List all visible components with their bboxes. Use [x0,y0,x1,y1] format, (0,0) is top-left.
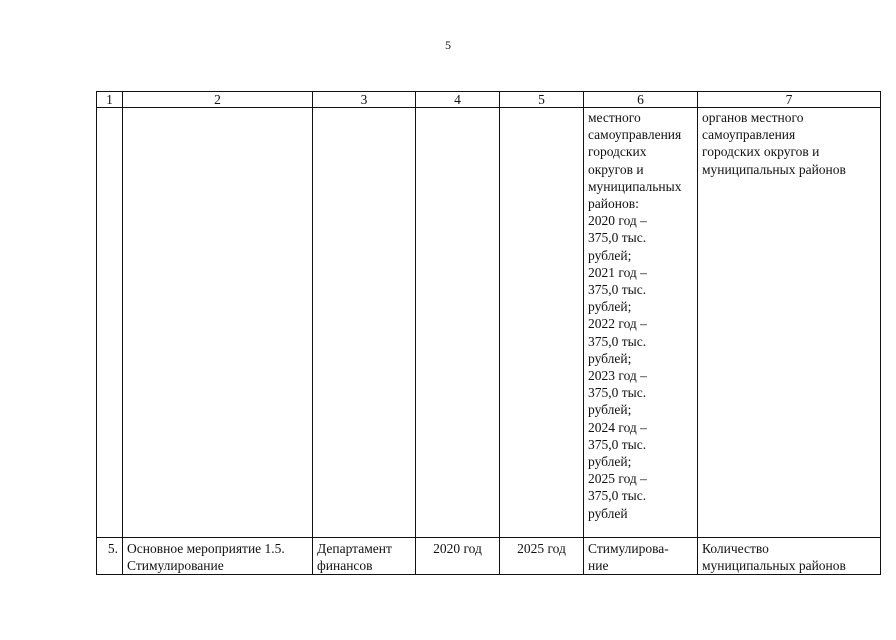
header-cell-4: 4 [416,92,500,108]
column-number-header [97,92,881,108]
header-cell-7: 7 [698,92,881,108]
cont-cell-end-year [500,108,584,538]
row5-executor: Департамент финансов [313,538,416,575]
row5-funding: Стимулирова- ние [584,538,698,575]
cont-cell-measure [123,108,313,538]
cont-cell-indicator: органов местного самоуправления городских округов и муниципальных районов [698,108,881,538]
table-row-5 [97,538,881,575]
page-number: 5 [445,38,451,52]
row5-number: 5. [97,538,123,575]
program-measures-table [96,91,881,575]
continuation-row [97,108,881,538]
cont-cell-number [97,108,123,538]
header-cell-6: 6 [584,92,698,108]
cont-cell-funding: местного самоуправления городских округов и муниципальных районов: 2020 год – 375,0 тыс. рублей; 2021 год – 375,0 тыс. рублей; 2022 год – 375,0 тыс. рублей; 2023 год – 375,0 тыс. рублей; 2024 год – 375,0 тыс. рублей; 2025 год – 375,0 тыс. рублей [584,108,698,538]
row5-start-year: 2020 год [416,538,500,575]
header-cell-1: 1 [97,92,123,108]
row5-indicator: Количество муниципальных районов [698,538,881,575]
row5-end-year: 2025 год [500,538,584,575]
cont-cell-executor [313,108,416,538]
cont-cell-start-year [416,108,500,538]
header-cell-5: 5 [500,92,584,108]
header-cell-3: 3 [313,92,416,108]
row5-measure: Основное мероприятие 1.5. Стимулирование [123,538,313,575]
header-cell-2: 2 [123,92,313,108]
